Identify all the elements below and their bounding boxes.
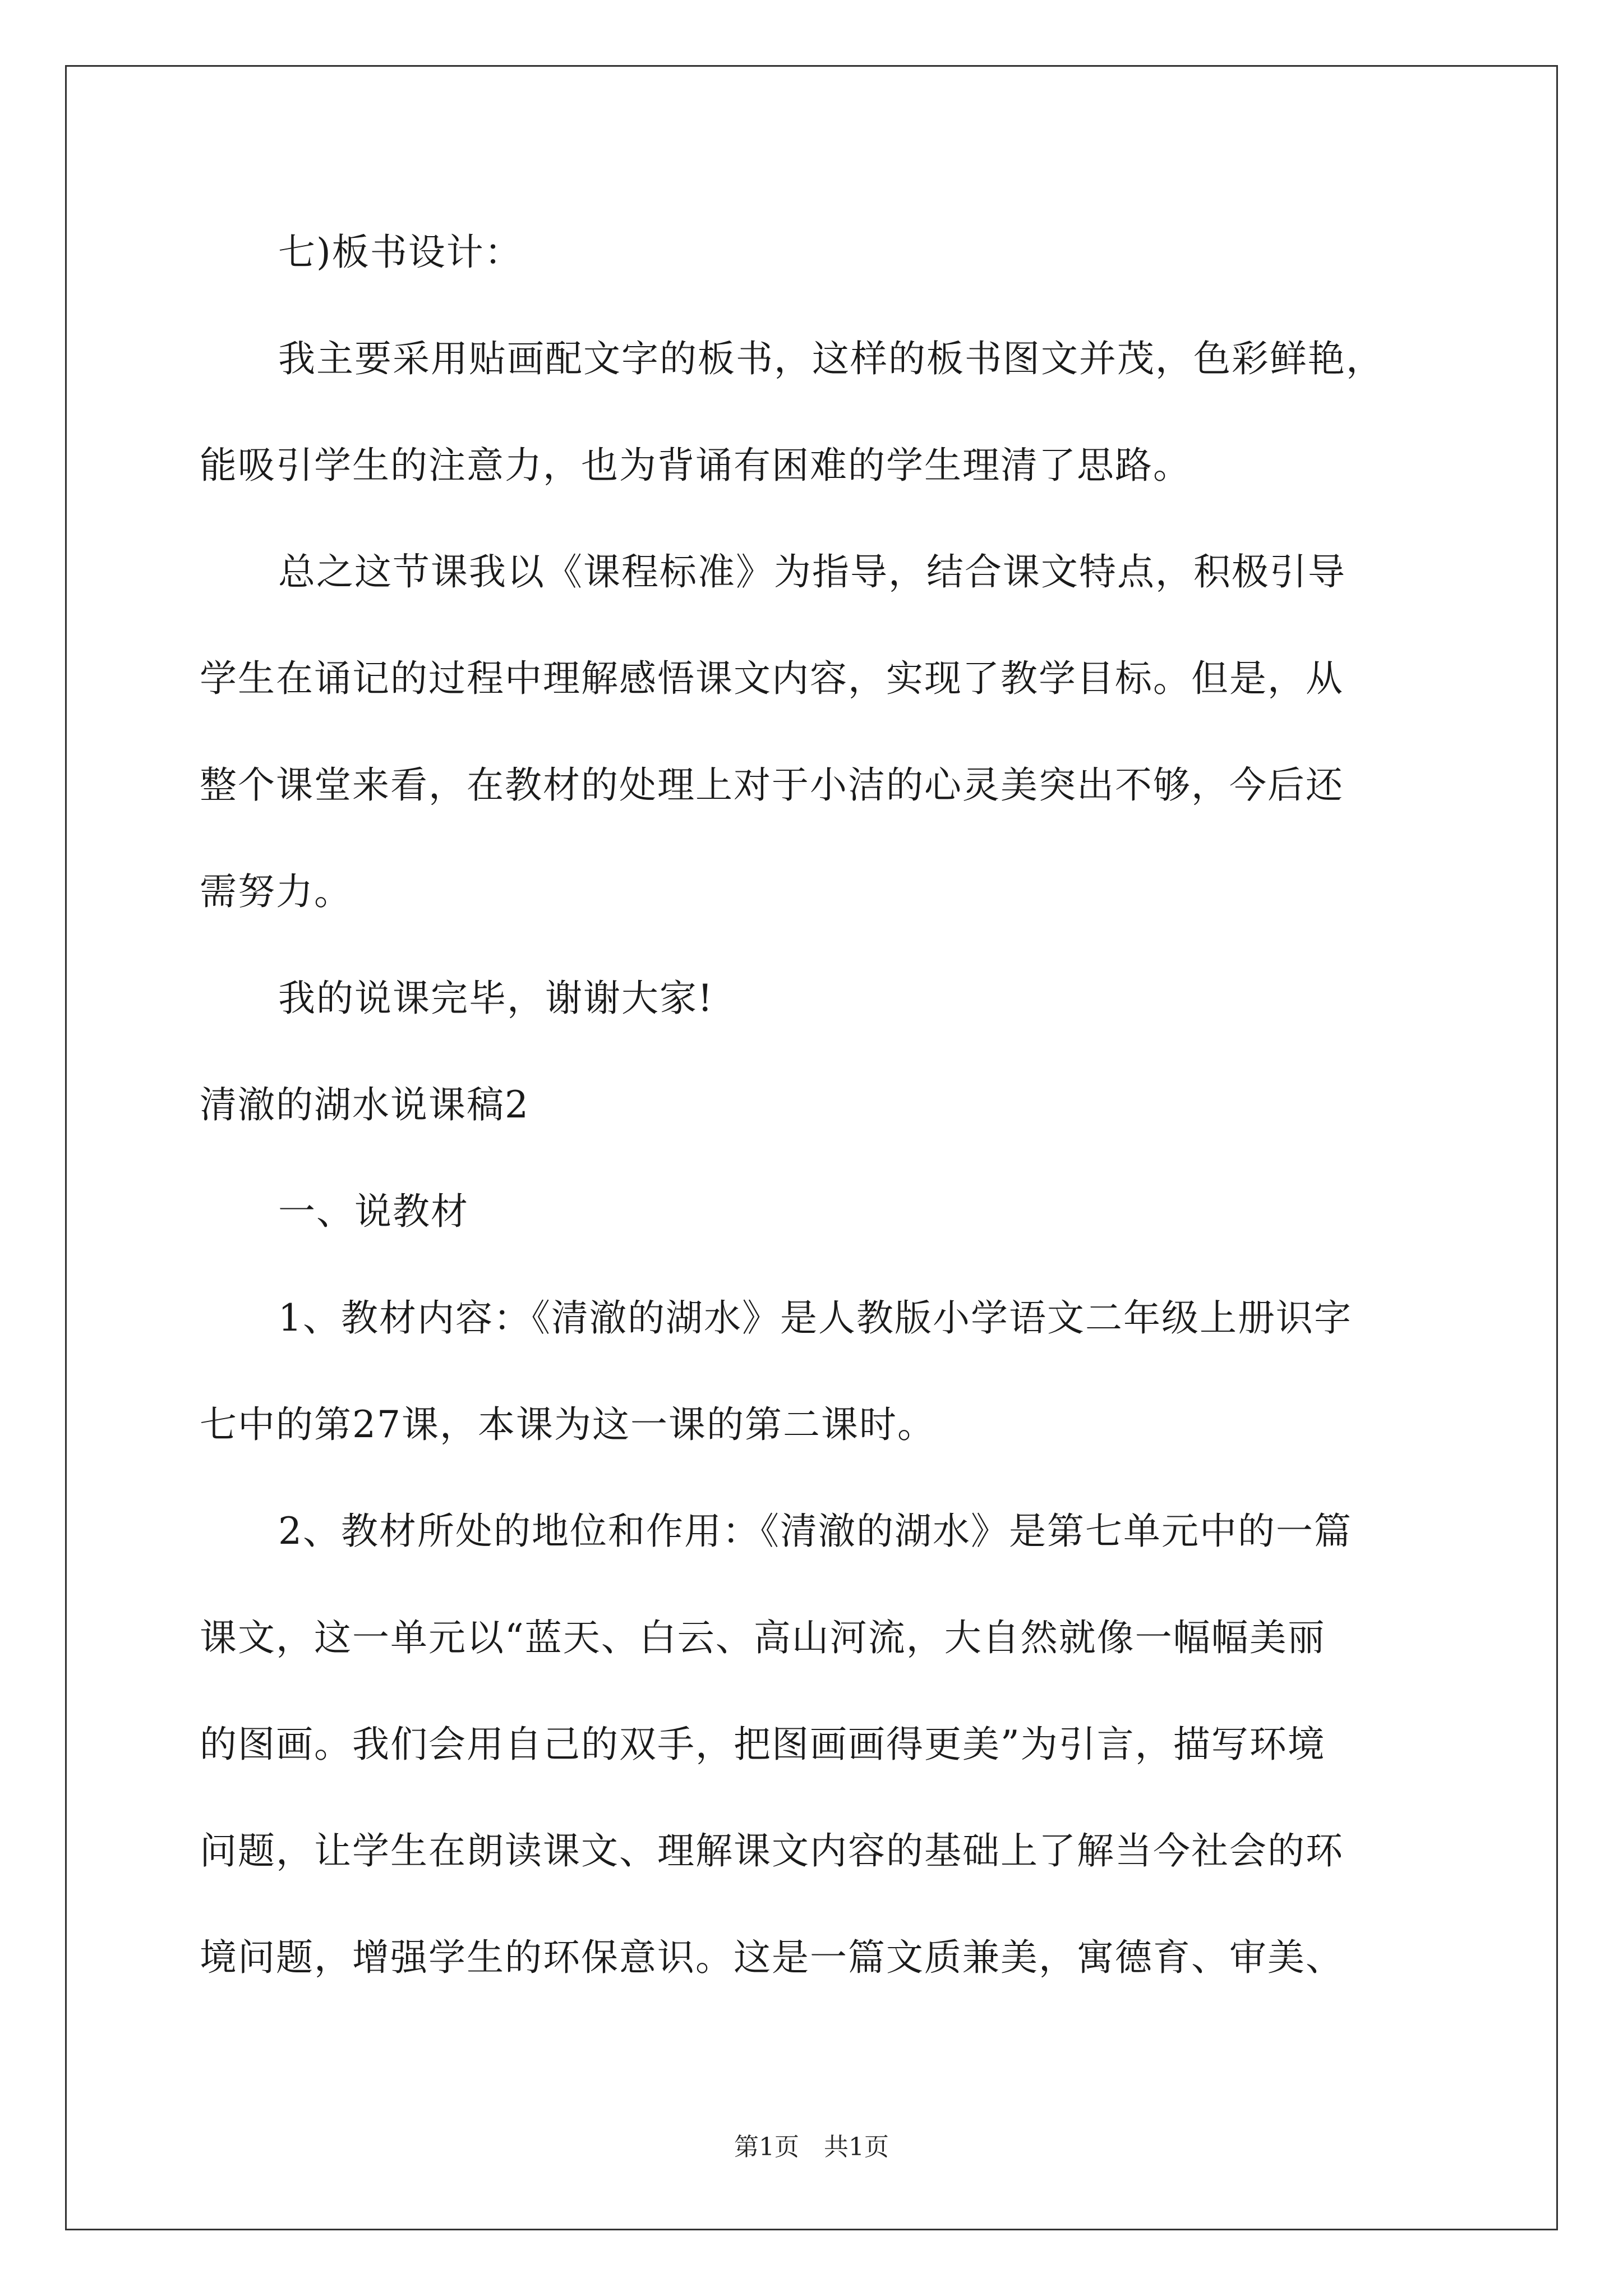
paragraph-line: 问题，让学生在朗读课文、理解课文内容的基础上了解当今社会的环 <box>200 1829 1344 1872</box>
page-border <box>65 65 1558 2230</box>
paragraph-line: 能吸引学生的注意力，也为背诵有困难的学生理清了思路。 <box>200 444 1191 487</box>
paragraph-line: 2、教材所处的地位和作用：《清澈的湖水》是第七单元中的一篇 <box>278 1510 1352 1553</box>
paragraph-line: 我主要采用贴画配文字的板书，这样的板书图文并茂，色彩鲜艳， <box>278 337 1384 380</box>
section-heading-textbook: 一、说教材 <box>278 1190 469 1233</box>
section-heading-blackboard: 七)板书设计： <box>278 231 523 274</box>
paragraph-line: 我的说课完毕，谢谢大家! <box>278 977 714 1020</box>
paragraph-line: 的图画。我们会用自己的双手，把图画画得更美”为引言，描写环境 <box>200 1723 1326 1766</box>
paragraph-line: 需努力。 <box>200 870 352 913</box>
paragraph-line: 整个课堂来看，在教材的处理上对于小洁的心灵美突出不够，今后还 <box>200 763 1344 807</box>
paragraph-line: 总之这节课我以《课程标准》为指导，结合课文特点，积极引导 <box>278 550 1346 593</box>
paragraph-line: 境问题，增强学生的环保意识。这是一篇文质兼美，寓德育、审美、 <box>200 1936 1344 1979</box>
paragraph-line: 学生在诵记的过程中理解感悟课文内容，实现了教学目标。但是，从 <box>200 657 1344 700</box>
paragraph-line: 七中的第27课，本课为这一课的第二课时。 <box>200 1403 935 1446</box>
paragraph-line: 课文，这一单元以“蓝天、白云、高山河流，大自然就像一幅幅美丽 <box>200 1616 1326 1659</box>
document-subtitle: 清澈的湖水说课稿2 <box>200 1083 529 1126</box>
page-number-footer: 第1页 共1页 <box>734 2133 889 2161</box>
paragraph-line: 1、教材内容：《清澈的湖水》是人教版小学语文二年级上册识字 <box>278 1296 1352 1340</box>
